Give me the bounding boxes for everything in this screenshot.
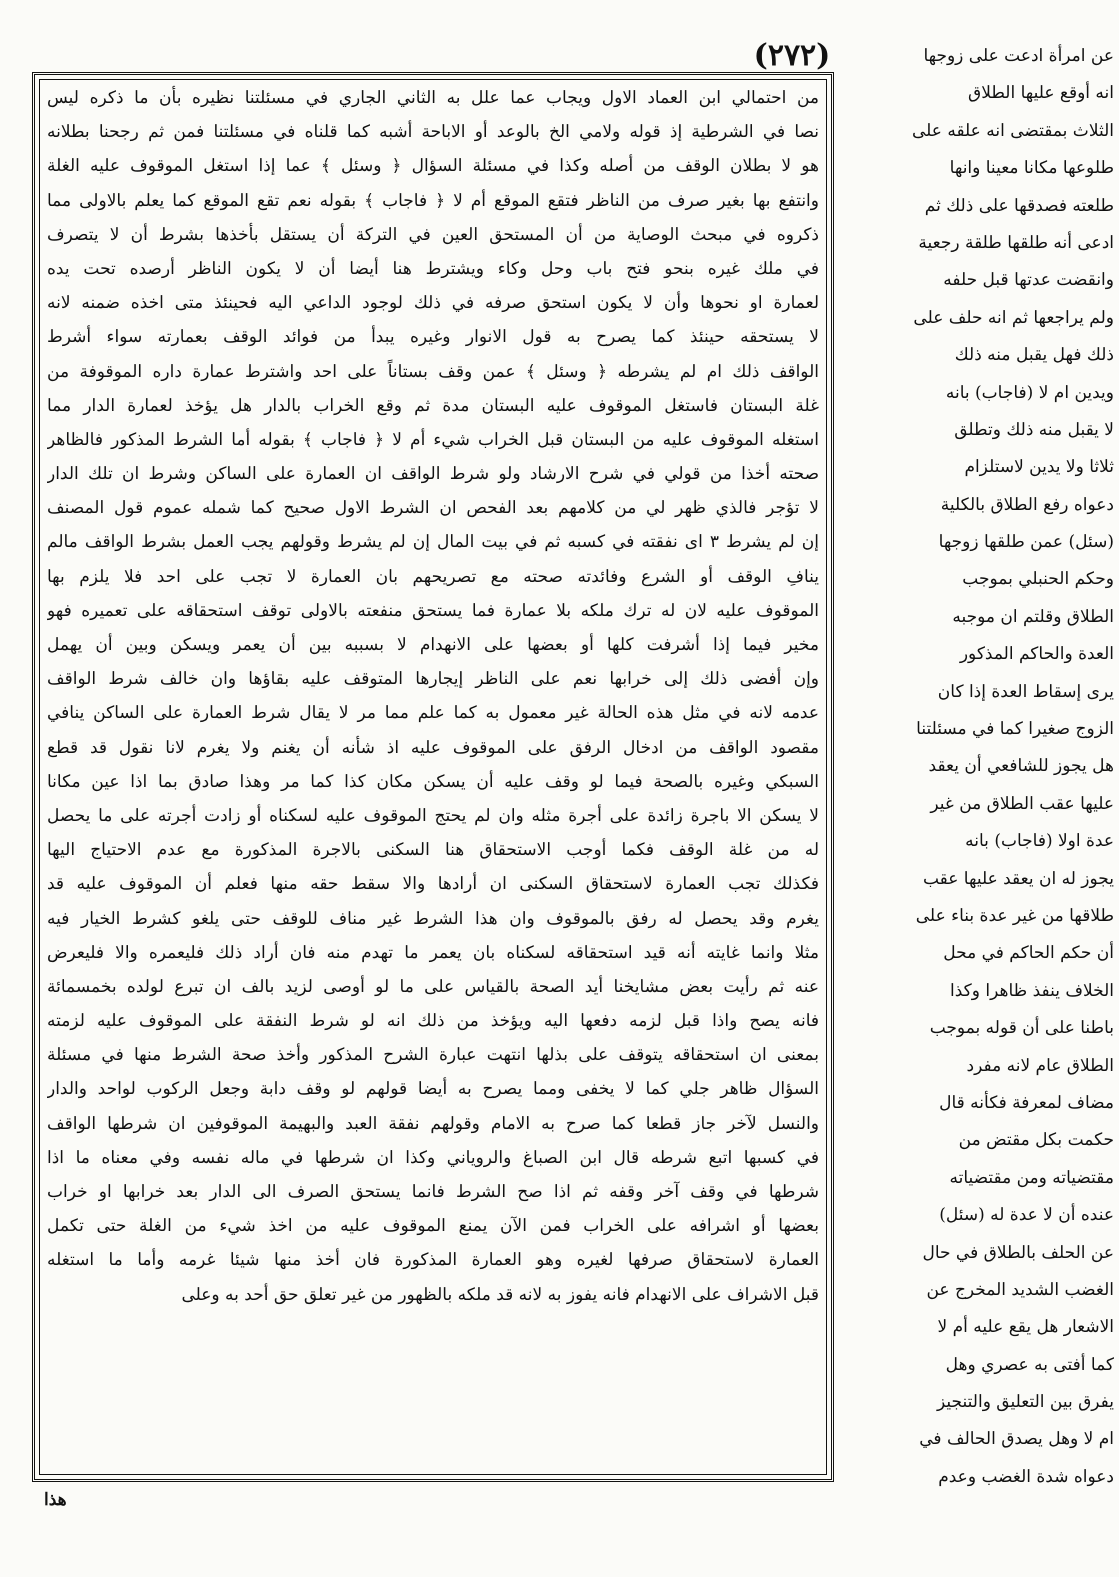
margin-text-line: هل يجوز للشافعي أن يعقد: [928, 756, 1114, 777]
margin-text-line: دعواه رفع الطلاق بالكلية: [940, 494, 1114, 515]
margin-text-line: ام لا وهل يصدق الحالف في: [919, 1429, 1114, 1450]
main-text-line: وانتفع بها بغير صرف من الناظر فتقع الموقع أم لا ﴿ فاجاب ﴾ بقوله نعم تقع الموقع كما يعلم بالاولى مما: [47, 190, 819, 211]
main-text-line: نصا في الشرطية إذ قوله ولامي الخ بالوعد أو الاباحة أشبه كما قلناه في مسئلتنا فمن ثم رجحنا بطلانه: [47, 122, 819, 143]
margin-text-line: أن حكم الحاكم في محل: [943, 943, 1114, 964]
page-number: (٢٧٢): [753, 38, 831, 73]
main-text-line: بعضها أو اشرافه على الخراب فمن الآن يمنع الموقوف عليه من اخذ شيء من الغلة حتى تكمل: [47, 1216, 819, 1237]
margin-text-line: (سئل) عمن طلقها زوجها: [938, 532, 1114, 553]
margin-commentary: [846, 38, 1114, 1496]
margin-text-line: دعواه شدة الغضب وعدم: [938, 1466, 1114, 1487]
catchword: هذا: [44, 1490, 67, 1510]
margin-text-line: الطلاق وقلتم ان موجبه: [952, 606, 1114, 627]
main-text-line: لعمارة او نحوها وأن لا يكون استحق صرفه في ذلك لوجود الداعي اليه فحينئذ متى اخذه ضمنه لانه: [47, 293, 819, 314]
margin-text-line: العدة والحاكم المذكور: [959, 644, 1114, 665]
main-text-frame: [32, 72, 834, 1482]
main-text-line: في ملك غيره بنحو فتح باب وحل وكاء ويشترط هنا أيضا أن لا يكون الناظر أرصده تحت يده: [47, 258, 819, 279]
margin-text-line: عن الحلف بالطلاق في حال: [922, 1242, 1114, 1263]
margin-text-line: طلوعها مكانا معينا وانها: [949, 158, 1114, 179]
margin-text-line: يرى إسقاط العدة إذا كان: [937, 681, 1114, 702]
margin-text-line: الغضب الشديد المخرج عن: [926, 1279, 1114, 1300]
margin-text-line: مضاف لمعرفة فكأنه قال: [939, 1092, 1114, 1113]
margin-text-line: وانقضت عدتها قبل حلفه: [943, 270, 1114, 291]
margin-text-line: الثلاث بمقتضى انه علقه على: [912, 120, 1114, 141]
main-text-line: هو لا بطلان الوقف من أصله وكذا في مسئلة السؤال ﴿ وسئل ﴾ عما إذا استغل الموقوف عليه الغلة: [47, 156, 819, 177]
main-text-line: الواقف ذلك ام لم يشرطه ﴿ وسئل ﴾ عمن وقف بستاناً على احد واشترط عمارة داره الموقوفة من: [47, 361, 819, 382]
margin-text-line: انه أوقع عليها الطلاق: [968, 83, 1114, 104]
margin-text-line: وحكم الحنبلي بموجب: [962, 569, 1114, 590]
main-text-line: مخير فيما إذا أشرفت كلها أو بعضها على الانهدام لا بسببه بين أن يعمر ويسكن وبين أن يهمل: [47, 635, 819, 655]
main-text-line: لا يستحقه حينئذ كما يصرح به قول الانوار وغيره يبدأ من فوائد الوقف بعمارته سواء أشرط: [47, 327, 819, 348]
main-text-line: ينافِ الوقف أو الشرع وفائدته صحته مع تصريحهم بان العمارة لا تجب على احد فلا يلزم بها: [47, 566, 819, 587]
main-text-line: له من غلة الوقف فكما أوجب الاستحقاق هنا السكنى بالاجرة المذكورة مع عدم الاحتياج اليها: [47, 840, 819, 861]
main-text-line: من احتمالي ابن العماد الاول ويجاب عما علل به الثاني الجاري في مسئلتنا نظيره بأن ما ذكره ليس: [47, 88, 819, 108]
main-text-line: عدمه لانه في مثل هذه الحالة غير معمول به كما علم مما مر لا يقال شرط العمارة على الساكن ينافي: [47, 703, 819, 724]
margin-text-line: يجوز له ان يعقد عليها عقب: [922, 868, 1114, 889]
main-text-line: يغرم وقد يحصل له رفق بالموقوف وان هذا الشرط غير مناف للوقف حتى يلغو كشرط الخيار فيه: [47, 908, 819, 929]
margin-text-line: باطنا على أن قوله بموجب: [929, 1018, 1114, 1039]
main-text-line: مثلا وانما غايته أنه قيد استحقاقه لسكناه بان يعمر ما تهدم منه فان أراد ذلك فليعمره والا فليعرض: [47, 942, 819, 963]
margin-text-line: ادعى أنه طلقها طلقة رجعية: [918, 232, 1114, 253]
margin-text-line: طلعته فصدقها على ذلك ثم: [924, 195, 1114, 216]
margin-text-line: لا يقبل منه ذلك وتطلق: [954, 419, 1114, 440]
main-text-line: لا يسكن الا باجرة زائدة على أجرة مثله وان لم يحتج الموقوف عليه لسكناه أو زادت أجرته على ما يحصل: [47, 805, 819, 826]
main-text-line: قبل الاشراف على الانهدام فانه يفوز به لانه قد ملكه بالظهور من غير تعلق حق أحد به وعلى: [181, 1284, 819, 1305]
margin-text-line: مقتضياته ومن مقتضياته: [949, 1167, 1114, 1188]
margin-text-line: ذلك فهل يقبل منه ذلك: [954, 345, 1114, 366]
main-text-line: مقصود الواقف من ادخال الرفق على الموقوف عليه اذ شأنه أن يغنم ولا يغرم لانا نقول قد قطع: [47, 737, 819, 758]
main-text-line: الموقوف عليه لان له ترك ملكه بلا عمارة فما يستحق منفعته بالاولى توقف استحقاقه على تعميره فهو: [47, 600, 819, 621]
margin-text-line: عن امرأة ادعت على زوجها: [923, 46, 1114, 66]
margin-text-line: يفرق بين التعليق والتنجيز: [937, 1392, 1114, 1413]
main-text-line: والنسل لآخر جاز قطعا كما صرح به الامام وقولهم نفقة العبد والبهيمة الموقوفين ان شرطها الواقف: [47, 1113, 819, 1134]
main-text-line: السبكي وغيره بالصحة فيما لو وقف عليه أن يسكن مكان كذا كما مر وهذا صادق بما اذا عين مكانا: [47, 771, 819, 792]
margin-text-line: ويدين ام لا (فاجاب) بانه: [945, 382, 1114, 403]
margin-text-line: الاشعار هل يقع عليه أم لا: [937, 1317, 1114, 1338]
margin-text-line: ثلاثا ولا يدين لاستلزام: [964, 457, 1114, 478]
main-text-line: السؤال ظاهر جلي كما لا يخفى ومما يصرح به أيضا قولهم لو وقف دابة وجعل الركوب لواحد والدار: [47, 1079, 819, 1100]
main-text-line: ذكروه في مبحث الوصاية من أن المستحق العين في التركة أن يستقل بأخذها بشرط أن لا يتصرف: [47, 224, 819, 245]
margin-text-line: عنده أن لا عدة له (سئل): [939, 1205, 1114, 1226]
main-text-line: صحته أخذا من قولي في شرح الارشاد ولو شرط الواقف ان العمارة على الساكن وشرط ان تلك الدار: [47, 464, 819, 485]
main-text-line: العمارة لاستحقاق صرفها لغيره وهو العمارة المذكورة فان أخذ منها شيئا غرمه وأما ما استغله: [47, 1250, 819, 1271]
main-text-line: بمعنى ان استحقاقه يتوقف على بذلها انتهت عبارة الشرح المذكور وأخذ صحة الشرط منها في مسئلة: [47, 1045, 819, 1066]
main-text-line: لا تؤجر فالذي ظهر لي من كلامهم بعد الفحص ان الشرط الاول صحيح كما شمله عموم قول المصنف: [47, 498, 819, 519]
margin-text-line: عليها عقب الطلاق من غير: [930, 793, 1114, 814]
main-text-body: [47, 81, 819, 1312]
margin-text-line: الزوج صغيرا كما في مسئلتنا: [916, 719, 1114, 740]
margin-text-line: حكمت بكل مقتض من: [958, 1130, 1114, 1151]
margin-text-line: طلاقها من غير عدة بناء على: [915, 905, 1114, 926]
main-text-line: شرطها في وقف آخر وقفه ثم اذا صح الشرط فانما يستحق الصرف الى الدار بعد خرابها او خراب: [47, 1182, 819, 1202]
margin-text-line: الطلاق عام لانه مفرد: [966, 1055, 1114, 1076]
main-text-line: وإن أفضى ذلك إلى خرابها نعم على الناظر إيجارها المتوقف عليه بقاؤها وان خالف شرط الواقف: [47, 669, 819, 690]
margin-text-line: ولم يراجعها ثم انه حلف على: [913, 307, 1114, 328]
main-text-line: فانه يصح واذا قبل لزمه دفعها اليه ويؤخذ من ذلك انه لو شرط النفقة على الموقوف عليه لزمته: [47, 1011, 819, 1032]
margin-text-line: كما أفتى به عصري وهل: [945, 1354, 1114, 1375]
margin-text-line: الخلاف ينفذ ظاهرا وكذا: [950, 980, 1114, 1001]
main-text-line: فكذلك تجب العمارة لاستحقاق السكنى ان أرادها والا سقط حقه منها فعلم أن الموقوف عليه قد: [47, 874, 819, 895]
main-text-line: إن لم يشرط ٣ اى نفقته في كسبه ثم في بيت المال إن لم يشرط وقولهم يجب العمل بشرط الواقف مالم: [47, 532, 819, 553]
main-text-line: غلة البستان فاستغل الموقوف عليه البستان مدة ثم وقع الخراب بالدار هل يؤخذ لعمارة الدار مما: [47, 395, 819, 416]
main-text-line: في كسبها اتبع شرطه قال ابن الصباغ والروياني وكذا ان شرطها في ماله نفسه وفي معناه ما اذا: [47, 1147, 819, 1168]
main-text-line: عنه ثم رأيت بعض مشايخنا أيد الصحة بالقياس على ما لو أوصى لزيد بالف ان تبرع لولده بخمسمائة: [47, 976, 819, 997]
main-text-line: استغله الموقوف عليه من البستان قبل الخراب شيء أم لا ﴿ فاجاب ﴾ بقوله أما الشرط المذكور فالظاهر: [47, 429, 819, 450]
margin-text-line: عدة اولا (فاجاب) بانه: [965, 831, 1114, 852]
